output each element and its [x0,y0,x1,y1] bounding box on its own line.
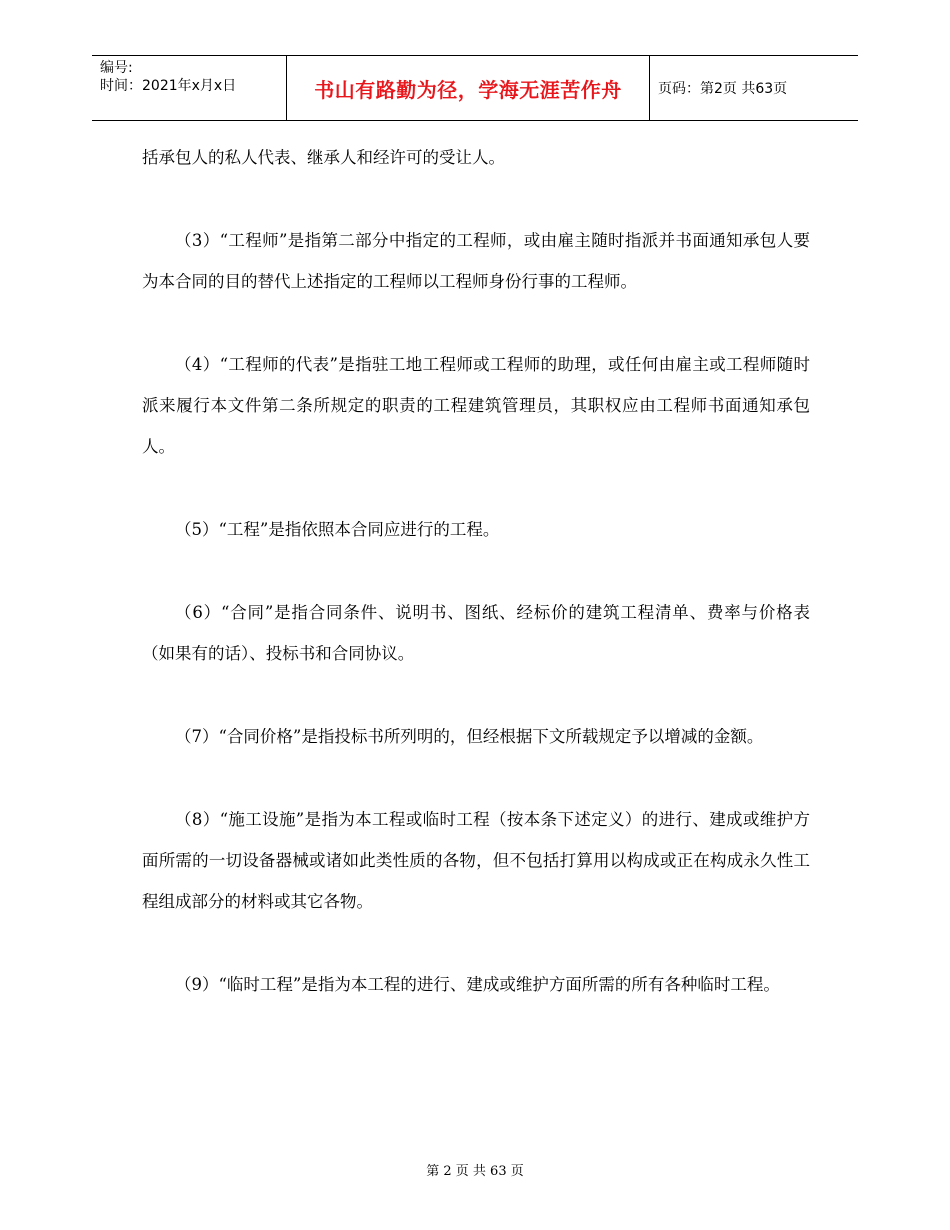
paragraph: 括承包人的私人代表、继承人和经许可的受让人。 [142,148,505,167]
document-number-label: 编号: [100,60,133,76]
header-meta [92,56,286,120]
paragraph: （5）“工程”是指依照本合同应进行的工程。 [175,520,500,539]
document-time: 时间：2021年x月x日 [100,78,237,94]
paragraph: （4）“工程师的代表”是指驻工地工程师或工程师的助理，或任何由雇主或工程师随时派来履行本文件第二条所规定的职责的工程建筑管理员，其职权应由工程师书面通知承包人。 [142,355,810,456]
page-footer: 第 2 页 共 63 页 [426,1164,524,1179]
paragraph: （6）“合同”是指合同条件、说明书、图纸、经标价的建筑工程清单、费率与价格表（如果有的话）、投标书和合同协议。 [142,603,810,663]
paragraph: （8）“施工设施”是指为本工程或临时工程（按本条下述定义）的进行、建成或维护方面所需的一切设备器械或诸如此类性质的各物，但不包括打算用以构成或正在构成永久性工程组成部分的材料或其它各物。 [142,810,810,911]
header-motto: 书山有路勤为径，学海无涯苦作舟 [286,56,650,120]
paragraph: （7）“合同价格”是指投标书所列明的，但经根据下文所载规定予以增减的金额。 [175,727,764,746]
page-header [92,55,858,121]
paragraph: （3）“工程师”是指第二部分中指定的工程师，或由雇主随时指派并书面通知承包人要为本合同的目的替代上述指定的工程师以工程师身份行事的工程师。 [142,231,810,291]
paragraph: （9）“临时工程”是指为本工程的进行、建成或维护方面所需的所有各种临时工程。 [175,975,780,994]
header-page-info: 页码：第2页 共63页 [658,81,788,97]
document-body [142,137,810,1047]
